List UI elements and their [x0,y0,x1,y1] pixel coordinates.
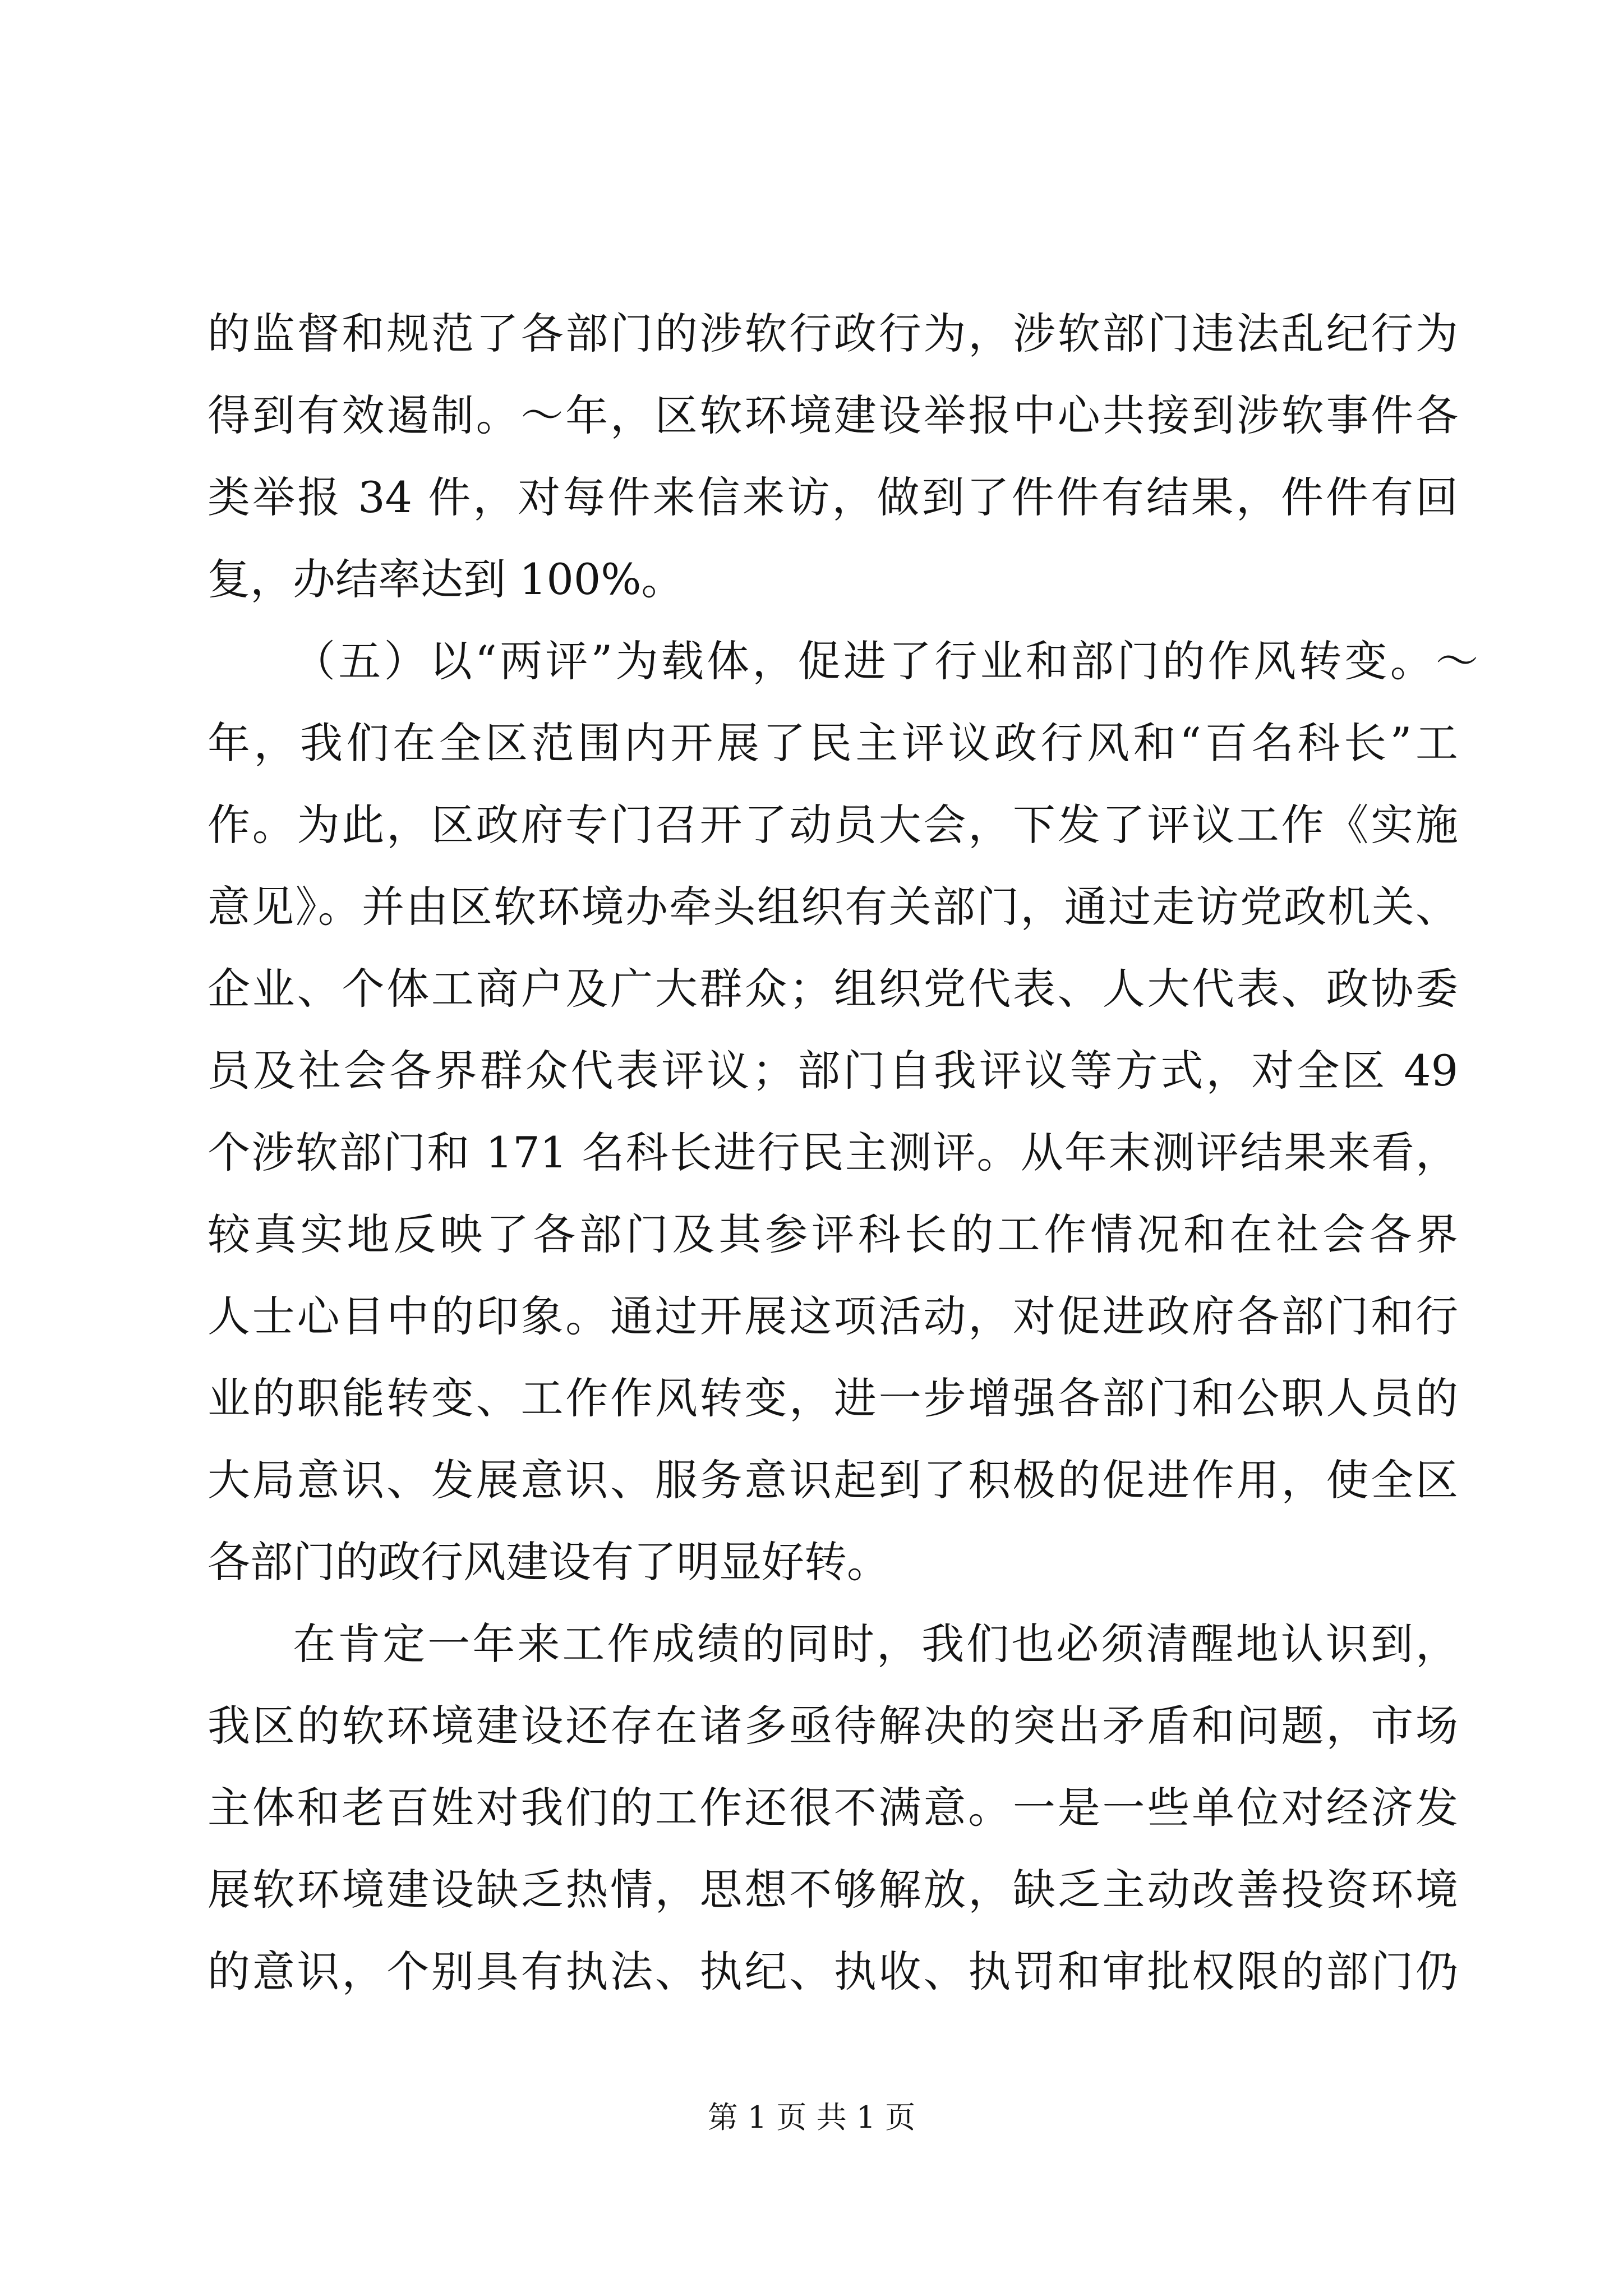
page-number-label: 第 1 页 共 1 页 [707,2100,916,2135]
text-line: 我区的软环境建设还存在诸多亟待解决的突出矛盾和问题，市场 [208,1701,1458,1751]
text-line: 企业、个体工商户及广大群众；组织党代表、人大代表、政协委 [208,964,1458,1014]
text-line: 年，我们在全区范围内开展了民主评议政行风和“百名科长”工 [208,718,1458,768]
text-line: 作。为此，区政府专门召开了动员大会，下发了评议工作《实施 [208,800,1458,850]
text-line: 人士心目中的印象。通过开展这项活动，对促进政府各部门和行 [208,1291,1458,1341]
paragraph-first-line: 在肯定一年来工作成绩的同时，我们也必须清醒地认识到， [293,1619,1458,1669]
text-line: 意见》。并由区软环境办牵头组织有关部门，通过走访党政机关、 [208,882,1458,932]
text-line: 类举报 34 件，对每件来信来访，做到了件件有结果，件件有回 [208,472,1458,522]
body-text [208,293,1478,2013]
text-line: 的监督和规范了各部门的涉软行政行为，涉软部门违法乱纪行为 [208,309,1458,358]
text-line: 大局意识、发展意识、服务意识起到了积极的促进作用，使全区 [208,1455,1458,1505]
page-footer [0,2098,1623,2137]
text-line: 主体和老百姓对我们的工作还很不满意。一是一些单位对经济发 [208,1783,1458,1833]
text-line: 的意识，个别具有执法、执纪、执收、执罚和审批权限的部门仍 [208,1947,1458,1996]
text-line: 得到有效遏制。～年，区软环境建设举报中心共接到涉软事件各 [208,390,1458,440]
text-line: 各部门的政行风建设有了明显好转。 [208,1537,889,1587]
text-line: 员及社会各界群众代表评议；部门自我评议等方式，对全区 49 [208,1046,1458,1096]
text-line: 个涉软部门和 171 名科长进行民主测评。从年末测评结果来看， [208,1128,1458,1177]
text-line: 复，办结率达到 100%。 [208,554,684,604]
paragraph-heading-line: （五）以“两评”为载体，促进了行业和部门的作风转变。～ [293,636,1478,686]
text-line: 展软环境建设缺乏热情，思想不够解放，缺乏主动改善投资环境 [208,1865,1458,1915]
text-line: 较真实地反映了各部门及其参评科长的工作情况和在社会各界 [208,1209,1458,1259]
text-line: 业的职能转变、工作作风转变，进一步增强各部门和公职人员的 [208,1373,1458,1423]
